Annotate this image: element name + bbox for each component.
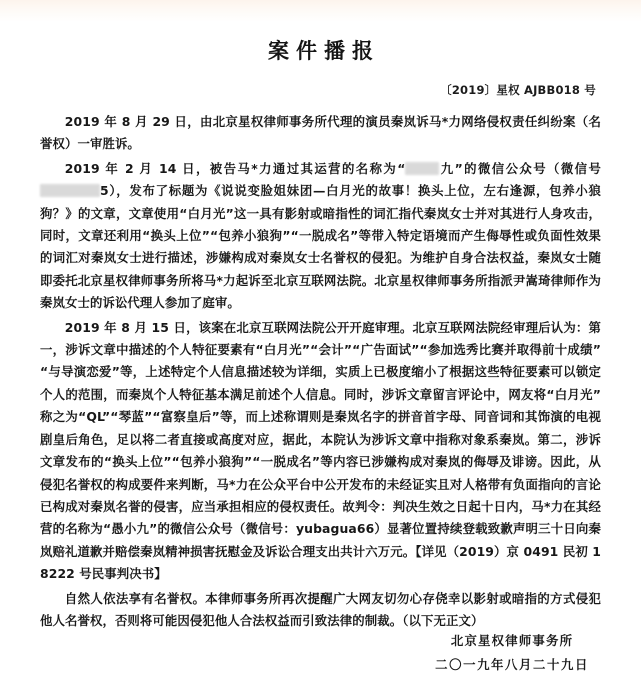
document-number: 〔2019〕星权 AJBB018 号	[440, 83, 596, 97]
paragraph-text-lead: 2019 年 2 月 14 日，被告马*力通过其运营的名称为“	[64, 160, 406, 176]
redacted-wechat-id	[40, 184, 100, 197]
paragraph-text-middle: 九”的微信公众号（微信号	[439, 160, 601, 176]
paragraph-text-tail: 5），发布了标题为《说说变脸姐妹团—白月光的故事！换头上位，左右逢源，包养小狼狗？》的文章，文章使用“白月光”这一具有影射或暗指性的词汇指代秦岚女士并对其进行人身攻击，同时，文章还利用“换头上位”“包养小狼狗”“一脱成名”等带入特定语境而产生侮辱性或负面性效果的词汇对秦岚女士进行描述，涉嫌构成对秦岚女士名誉权的侵犯。为维护自身合法权益，秦岚女士随即委托北京星权律师事务所将马*力起诉至北京互联网法院。北京星权律师事务所指派尹嵩琦律师作为秦岚女士的诉讼代理人参加了庭审。	[40, 183, 601, 311]
paragraph-closing-reminder	[40, 588, 601, 633]
signature-date: 二〇一九年八月二十九日	[435, 657, 589, 672]
paragraph-verdict-win	[40, 111, 601, 156]
page-title: 案件播报	[268, 39, 380, 63]
paragraph-case-background	[40, 158, 601, 315]
paragraph-text: 2019 年 8 月 15 日，该案在北京互联网法院公开开庭审理。北京互联网法院经审理后认为：第一，涉诉文章中描述的个人特征要素有“白月光”“会计”“广告面试”“参加选秀比赛并取得前十成绩”“与导演恋爱”等，上述特定个人信息描述较为详细，实质上已极度缩小了根据这些特征要素可以锁定个人的范围，而秦岚个人特征基本满足前述个人信息。同时，涉诉文章留言评论中，网友将“白月光”称之为“QL”“琴蓝”“富察皇后”等，而上述称谓则是秦岚名字的拼音首字母、同音词和其饰演的电视剧皇后角色，足以将二者直接或高度对应，据此，本院认为涉诉文章中指称对象系秦岚。第二，涉诉文章发布的“换头上位”“包养小狼狗”“一脱成名”等内容已涉嫌构成对秦岚的侮辱及诽谤。因此，从侵犯名誉权的构成要件来判断，马*力在公众平台中公开发布的未经证实且对人格带有负面指向的言论已构成对秦岚名誉的侵害，应当承担相应的侵权责任。故判令：判决生效之日起十日内，马*力在其经营的名称为“愚小九”的微信公众号（微信号：yubagua66）显著位置持续登载致歉声明三十日向秦岚赔礼道歉并赔偿秦岚精神损害抚慰金及诉讼合理支出共计六万元。【详见（2019）京 0491 民初 18222 号民事判决书】	[40, 319, 601, 582]
paragraph-text: 自然人依法享有名誉权。本律师事务所再次提醒广大网友切勿心存侥幸以影射或暗指的方式侵犯他人名誉权，否则将可能因侵犯他人合法权益而引致法律的制裁。（以下无正文）	[40, 590, 601, 628]
redacted-account-name	[405, 162, 439, 175]
signature-block	[435, 629, 589, 677]
document-body	[40, 111, 601, 632]
paragraph-court-findings	[40, 317, 601, 586]
paragraph-text: 2019 年 8 月 29 日，由北京星权律师事务所代理的演员秦岚诉马*力网络侵权责任纠纷案（名誉权）一审胜诉。	[40, 114, 601, 152]
signature-firm: 北京星权律师事务所	[450, 633, 574, 648]
